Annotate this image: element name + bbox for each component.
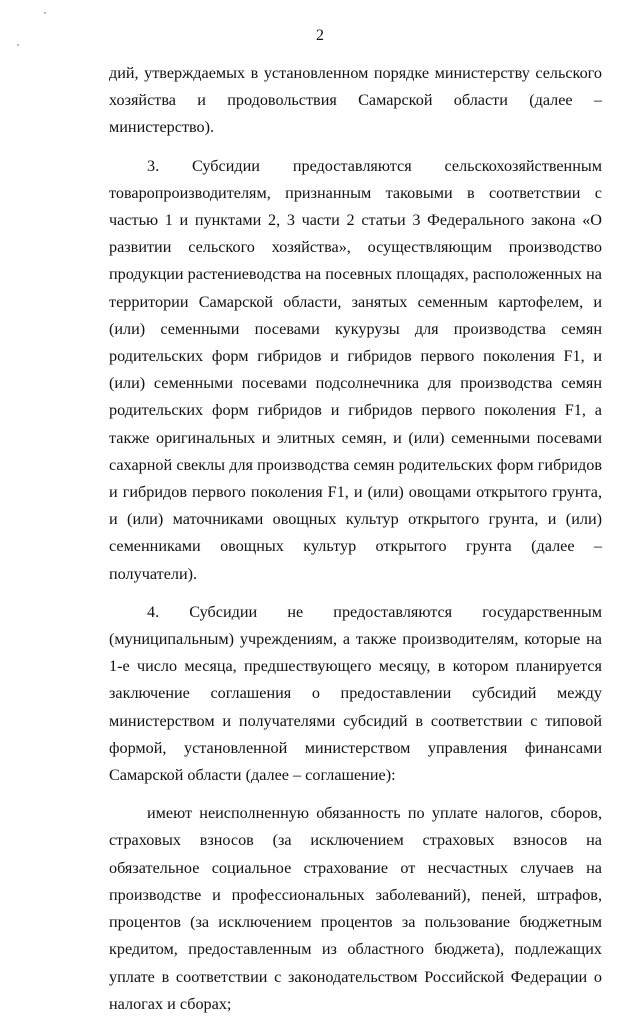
paragraph: дий, утверждаемых в установленном порядке министерству сельского хозяйства и продовольствия Самарской области (далее – министерство). <box>109 64 602 137</box>
paragraph: 4. Субсидии не предоставляются государственным (муниципальным) учреждениям, а также производителям, которые на 1-е число месяца, предшествующего месяцу, в котором планируется заключение соглашения о предоставлении субсидий между министерством и получателями субсидий в соответствии с типовой формой, установленной министерством управления финансами Самарской области (далее – соглашение): <box>109 602 602 785</box>
scan-mark <box>44 12 46 14</box>
paragraph: имеют неисполненную обязанность по уплате налогов, сборов, страховых взносов (за исключением страховых взносов на обязательное социальное страхование от несчастных случаев на производстве и профессиональных заболеваний), пеней, штрафов, процентов (за исключением процентов за пользование бюджетным кредитом, предоставленным из областного бюджета), подлежащих уплате в соответствии с законодательством Российской Федерации о налогах и сборах; <box>109 804 602 1013</box>
document-body <box>109 60 602 1029</box>
page-number: 2 <box>316 27 324 44</box>
paragraph: 3. Субсидии предоставляются сельскохозяйственным товаропроизводителям, признанным таковыми в соответствии с частью 1 и пунктами 2, 3 части 2 статьи 3 Федерального закона «О развитии сельского хозяйства», осуществляющим производство продукции растениеводства на посевных площадях, расположенных на территории Самарской области, занятых семенным картофелем, и (или) семенными посевами кукурузы для производства семян родительских форм гибридов и гибридов первого поколения F1, и (или) семенными посевами подсолнечника для производства семян родительских форм гибридов и гибридов первого поколения F1, а также оригинальных и элитных семян, и (или) семенными посевами сахарной свеклы для производства семян родительских форм гибридов и гибридов первого поколения F1, и (или) овощами открытого грунта, и (или) маточниками овощных культур открытого грунта, и (или) семенниками овощных культур открытого грунта (далее – получатели). <box>109 156 602 583</box>
